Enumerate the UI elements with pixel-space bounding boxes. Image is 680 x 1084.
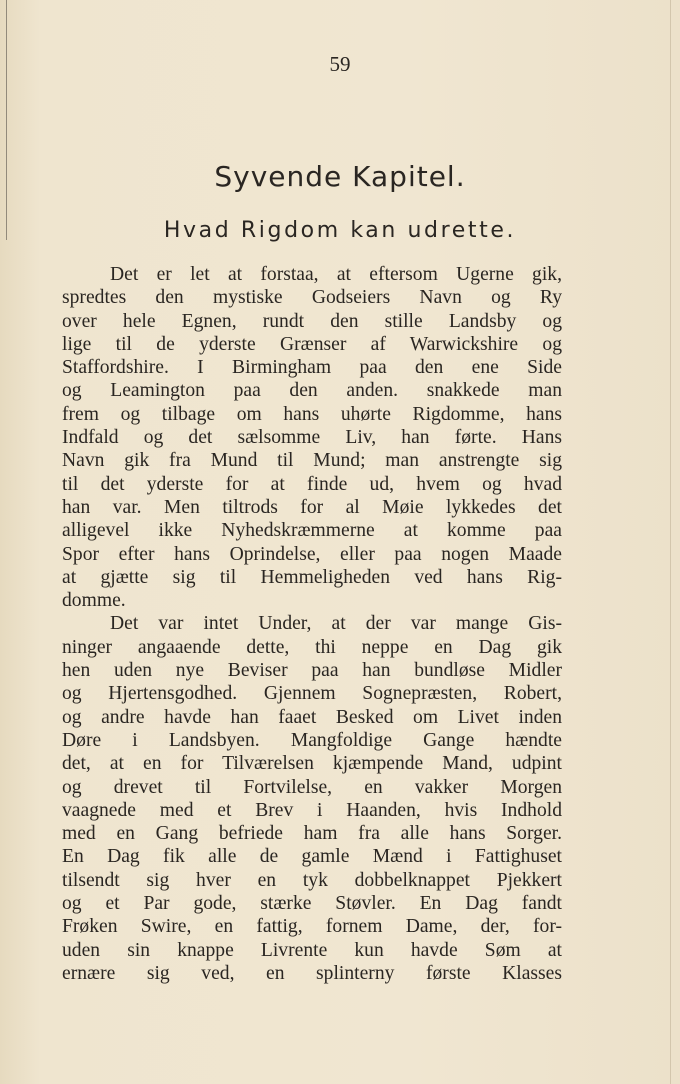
text-line: Døre i Landsbyen. Mangfoldige Gange hændte xyxy=(62,729,562,751)
text-line: Frøken Swire, en fattig, fornem Dame, der, for- xyxy=(62,916,562,938)
text-line: at gjætte sig til Hemmeligheden ved hans Rig- xyxy=(62,566,562,588)
text-line: og andre havde han faaet Besked om Livet inden xyxy=(62,706,562,728)
text-line: ninger angaaende dette, thi neppe en Dag gik xyxy=(62,636,562,658)
text-line: ernære sig ved, en splinterny første Klasses xyxy=(62,962,562,984)
text-line: og drevet til Fortvilelse, en vakker Morgen xyxy=(62,776,562,798)
text-line: med en Gang befriede ham fra alle hans Sorger. xyxy=(62,823,562,845)
text-line: vaagnede med et Brev i Haanden, hvis Indhold xyxy=(62,799,562,821)
text-line: tilsendt sig hver en tyk dobbelknappet Pjekkert xyxy=(62,869,562,891)
page-number: 59 xyxy=(329,52,351,76)
text-line: han var. Men tiltrods for al Møie lykkedes det xyxy=(62,496,562,518)
text-line: spredtes den mystiske Godseiers Navn og Ry xyxy=(62,287,562,309)
text-line: lige til de yderste Grænser af Warwickshire og xyxy=(62,333,562,355)
text-line: Indfald og det sælsomme Liv, han førte. Hans xyxy=(62,427,562,449)
text-line: og Leamington paa den anden. snakkede man xyxy=(62,380,562,402)
text-line: Staffordshire. I Birmingham paa den ene Side xyxy=(62,357,562,379)
page-edge-line xyxy=(6,0,7,240)
text-line: hen uden nye Beviser paa han bundløse Midler xyxy=(62,660,562,682)
text-line: og Hjertensgodhed. Gjennem Sognepræsten, Robert, xyxy=(62,683,562,705)
text-line: Navn gik fra Mund til Mund; man anstrengte sig xyxy=(62,450,562,472)
chapter-title: Syvende Kapitel. xyxy=(214,160,466,193)
text-line: det, at en for Tilværelsen kjæmpende Mand, udpint xyxy=(62,753,562,775)
chapter-subtitle: Hvad Rigdom kan udrette. xyxy=(163,218,517,243)
text-line: uden sin knappe Livrente kun havde Søm at xyxy=(62,939,562,961)
text-line: over hele Egnen, rundt den stille Landsby og xyxy=(62,310,562,332)
text-line: frem og tilbage om hans uhørte Rigdomme, hans xyxy=(62,403,562,425)
text-line: og et Par gode, stærke Støvler. En Dag fandt xyxy=(62,893,562,915)
text-line: alligevel ikke Nyhedskræmmerne at komme paa xyxy=(62,520,562,542)
text-line: En Dag fik alle de gamle Mænd i Fattighuset xyxy=(62,846,562,868)
text-line: til det yderste for at finde ud, hvem og hvad xyxy=(62,473,562,495)
body-text xyxy=(62,263,562,985)
text-line: domme. xyxy=(62,590,126,612)
text-line: Det er let at forstaa, at eftersom Ugerne gik, xyxy=(110,264,562,285)
text-line: Det var intet Under, at der var mange Gis- xyxy=(110,613,562,635)
text-line: Spor efter hans Oprindelse, eller paa nogen Maade xyxy=(62,543,562,565)
